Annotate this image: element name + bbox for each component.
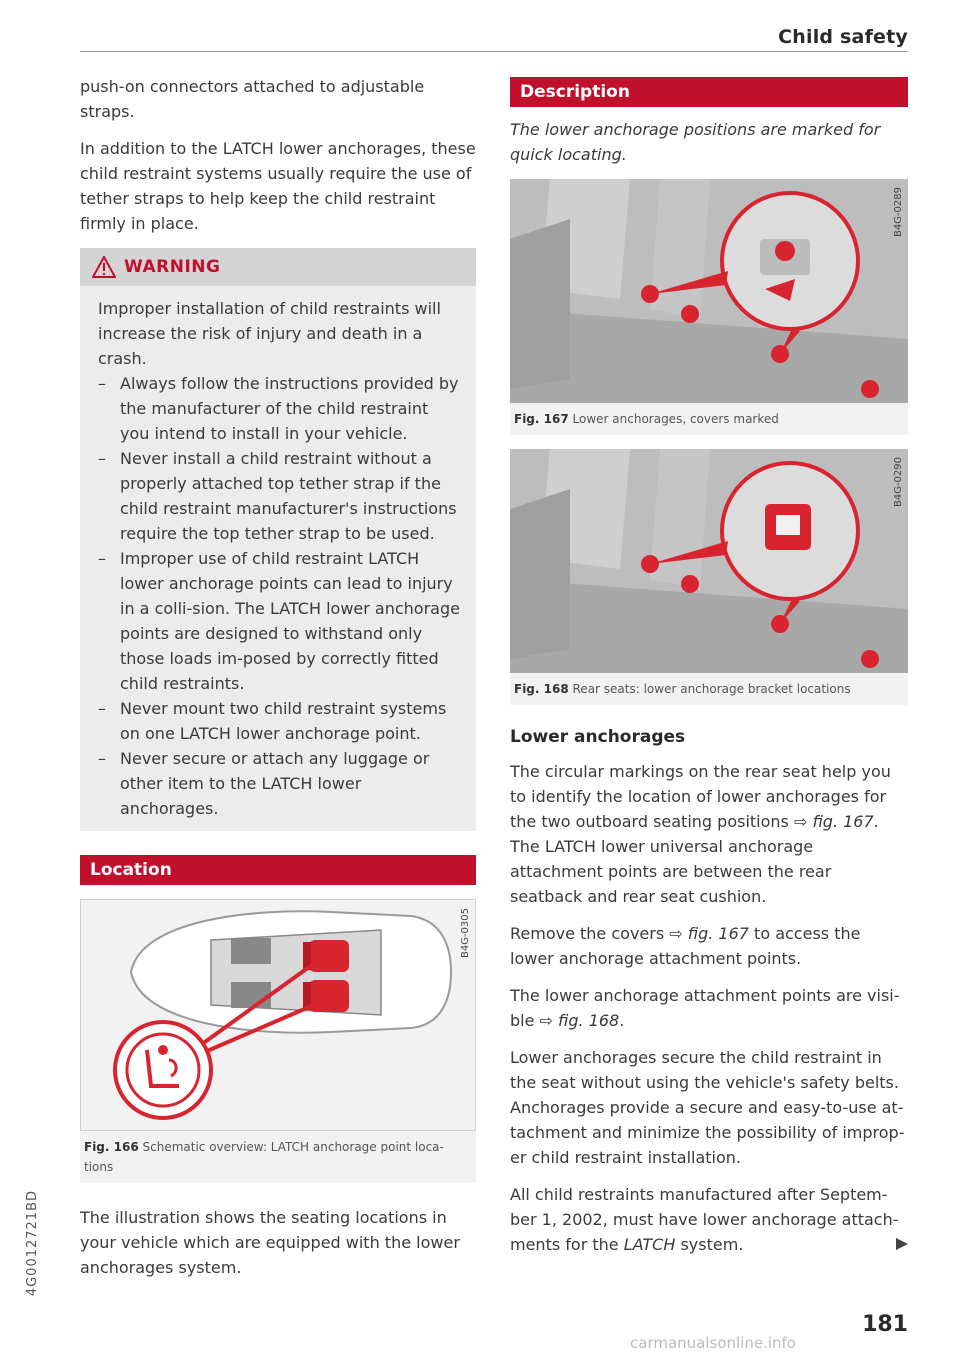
watermark: carmanualsonline.info (630, 1334, 796, 1352)
figure-166 (80, 899, 476, 1131)
figure-code: B4G-0289 (893, 187, 904, 238)
location-paragraph: The illustration shows the seating locations in your vehicle which are equipped with the lower anchorages system. (80, 1208, 460, 1277)
warning-box (80, 248, 476, 831)
lower-paragraph-3: The lower anchorage attachment points are visi-ble ⇨ fig. 168. (510, 986, 900, 1030)
location-heading: Location (80, 855, 476, 885)
description-intro: The lower anchorage positions are marked for quick locating. (510, 120, 881, 164)
fig-reference-link[interactable]: ⇨ fig. 168 (539, 1011, 620, 1030)
figure-166-caption: Fig. 166 Schematic overview: LATCH anchorage point loca-tions (80, 1131, 476, 1183)
document-code: 4G0012721BD (25, 1190, 40, 1297)
page-number: 181 (862, 1312, 908, 1337)
lower-paragraph-5: All child restraints manufactured after Septem-ber 1, 2002, must have lower anchorage attach-ments for the LATCH system. (510, 1182, 908, 1257)
lower-paragraph-4: Lower anchorages secure the child restraint in the seat without using the vehicle's safety belts. Anchorages provide a secure and easy-to-use at-tachment and minimize the possibility of improp-er child restraint installation. (510, 1048, 905, 1167)
figure-168-caption: Fig. 168 Rear seats: lower anchorage bracket locations (510, 673, 908, 705)
right-column (510, 74, 908, 1269)
description-heading: Description (510, 77, 908, 107)
warning-header (80, 248, 476, 286)
intro-paragraph-2: In addition to the LATCH lower anchorages, these child restraint systems usually require the use of tether straps to help keep the child restraint firmly in place. (80, 139, 476, 233)
page-header-title: Child safety (778, 26, 908, 48)
left-column (80, 74, 476, 1292)
header-divider (80, 51, 908, 52)
warning-item: – Never secure or attach any luggage or other item to the LATCH lower anchorages. (98, 749, 430, 818)
warning-item: – Never install a child restraint without a properly attached top tether strap if the child restraint manufacturer's instructions require the top tether strap to be used. (98, 449, 457, 543)
lower-anchorages-heading: Lower anchorages (510, 727, 686, 747)
rear-seat-covers-photo (510, 179, 908, 403)
fig-reference-link[interactable]: ⇨ fig. 167 (793, 812, 874, 831)
figure-167 (510, 179, 908, 403)
warning-intro: Improper installation of child restraints will increase the risk of injury and death in a crash. (98, 299, 441, 368)
warning-triangle-icon (92, 256, 116, 278)
warning-item: – Never mount two child restraint systems on one LATCH lower anchorage point. (98, 699, 447, 743)
lower-paragraph-2: Remove the covers ⇨ fig. 167 to access the lower anchorage attachment points. (510, 924, 861, 968)
figure-168 (510, 449, 908, 673)
figure-code: B4G-0290 (893, 457, 904, 508)
warning-item: – Improper use of child restraint LATCH lower anchorage points can lead to injury in a colli-sion. The LATCH lower anchorage points are designed to withstand only those loads im-posed by correctly fitted child restraints. (98, 549, 460, 693)
figure-167-caption: Fig. 167 Lower anchorages, covers marked (510, 403, 908, 435)
rear-seat-brackets-photo (510, 449, 908, 673)
figure-code: B4G-0305 (460, 908, 471, 959)
fig-reference-link[interactable]: ⇨ fig. 167 (669, 924, 749, 943)
continue-arrow-icon (896, 1238, 908, 1250)
intro-paragraph-1: push-on connectors attached to adjustable straps. (80, 77, 425, 121)
car-schematic-illustration (81, 900, 476, 1130)
warning-list (80, 371, 476, 821)
lower-paragraph-1: The circular markings on the rear seat help you to identify the location of lower anchorages for the two outboard seating positions ⇨ fig. 167. The LATCH lower universal anchorage attachment points are between the rear seatback and rear seat cushion. (510, 762, 891, 906)
warning-item: – Always follow the instructions provided by the manufacturer of the child restraint you intend to install in your vehicle. (98, 374, 459, 443)
warning-title: WARNING (124, 257, 221, 277)
